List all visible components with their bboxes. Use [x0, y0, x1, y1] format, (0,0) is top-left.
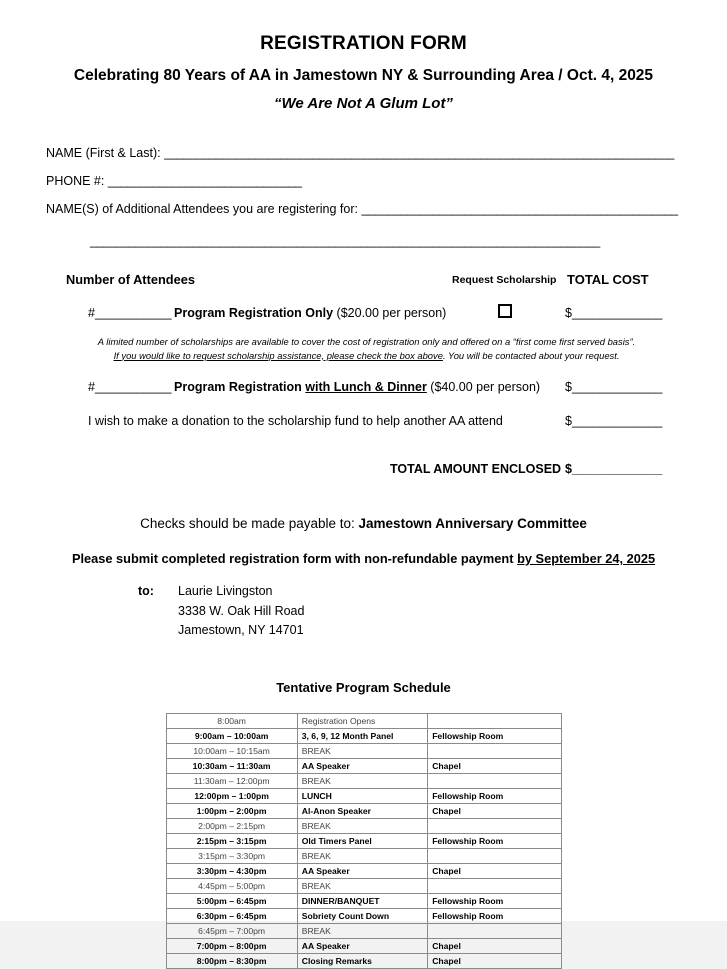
payable-line: [0, 516, 727, 531]
attendees-header: Number of Attendees: [66, 272, 195, 287]
schedule-time-cell: 1:00pm – 2:00pm: [166, 804, 297, 819]
schedule-event-cell: BREAK: [297, 879, 427, 894]
additional-attendees-label: NAME(S) of Additional Attendees you are registering for:: [46, 202, 358, 216]
additional-attendees-rule-2[interactable]: _______________________________________________________________________________: [90, 234, 600, 248]
schedule-time-cell: 5:00pm – 6:45pm: [166, 894, 297, 909]
mailing-address-lines: [138, 582, 727, 640]
schedule-row: [166, 849, 561, 864]
registration-only-amount[interactable]: $_____________: [565, 306, 663, 320]
schedule-room-cell: Fellowship Room: [428, 729, 561, 744]
payable-payee: Jamestown Anniversary Committee: [358, 516, 587, 532]
schedule-row: [166, 774, 561, 789]
schedule-room-cell: Fellowship Room: [428, 834, 561, 849]
schedule-row: [166, 729, 561, 744]
request-scholarship-checkbox[interactable]: [498, 304, 512, 318]
schedule-row: [166, 714, 561, 729]
scholarship-fineprint-line1: A limited number of scholarships are available to cover the cost of registration only and offered on a “first come first served basis”.: [97, 336, 636, 347]
schedule-row: [166, 924, 561, 939]
additional-attendees-row: [46, 202, 681, 216]
mailing-address-street: 3338 W. Oak Hill Road: [178, 603, 305, 618]
schedule-event-cell: DINNER/BANQUET: [297, 894, 427, 909]
schedule-time-cell: 10:30am – 11:30am: [166, 759, 297, 774]
registration-only-quantity[interactable]: #___________: [88, 306, 172, 320]
schedule-time-cell: 12:00pm – 1:00pm: [166, 789, 297, 804]
schedule-event-cell: Al-Anon Speaker: [297, 804, 427, 819]
lunch-dinner-amount[interactable]: $_____________: [565, 380, 663, 395]
cost-section: [0, 272, 727, 484]
schedule-time-cell: 8:00am: [166, 714, 297, 729]
schedule-row: [166, 804, 561, 819]
mailing-address-block: [0, 582, 727, 640]
schedule-room-cell: Chapel: [428, 759, 561, 774]
page-tagline: “We Are Not A Glum Lot”: [274, 95, 453, 112]
page-title: REGISTRATION FORM: [260, 33, 467, 54]
schedule-time-cell: 10:00am – 10:15am: [166, 744, 297, 759]
schedule-time-cell: 6:30pm – 6:45pm: [166, 909, 297, 924]
schedule-room-cell: [428, 924, 561, 939]
lunch-dinner-title-pre: Program Registration: [174, 380, 306, 395]
schedule-row: [166, 744, 561, 759]
payable-prefix: Checks should be made payable to:: [140, 516, 359, 532]
scholarship-header: Request Scholarship: [452, 274, 557, 286]
scholarship-fineprint-underlined: If you would like to request scholarship assistance, please check the box above: [113, 349, 443, 361]
line-item-donation: [46, 412, 681, 434]
schedule-row: [166, 819, 561, 834]
name-input-rule[interactable]: _______________________________________________________________________________: [164, 146, 674, 160]
schedule-time-cell: 3:15pm – 3:30pm: [166, 849, 297, 864]
mailing-to-label: to:: [138, 584, 154, 599]
schedule-title: Tentative Program Schedule: [276, 680, 451, 696]
schedule-row: [166, 954, 561, 969]
schedule-time-cell: 7:00pm – 8:00pm: [166, 939, 297, 954]
schedule-event-cell: Sobriety Count Down: [297, 909, 427, 924]
schedule-time-cell: 9:00am – 10:00am: [166, 729, 297, 744]
form-fields: [0, 146, 727, 248]
schedule-row: [166, 879, 561, 894]
schedule-event-cell: Registration Opens: [297, 714, 427, 729]
phone-field-label: PHONE #:: [46, 174, 105, 188]
schedule-table-wrap: [166, 713, 562, 969]
schedule-event-cell: BREAK: [297, 774, 427, 789]
schedule-row: [166, 759, 561, 774]
schedule-room-cell: Chapel: [428, 939, 561, 954]
schedule-table: [166, 713, 562, 969]
cost-section-headers: [46, 272, 681, 292]
schedule-event-cell: BREAK: [297, 924, 427, 939]
schedule-room-cell: Fellowship Room: [428, 789, 561, 804]
line-item-registration-only: [46, 304, 681, 326]
schedule-row: [166, 894, 561, 909]
schedule-room-cell: [428, 714, 561, 729]
schedule-room-cell: Chapel: [428, 804, 561, 819]
line-item-registration-lunch-dinner: [46, 378, 681, 400]
donation-description: I wish to make a donation to the scholarship fund to help another AA attend: [88, 414, 503, 429]
phone-field-row: [46, 174, 681, 188]
schedule-room-cell: Chapel: [428, 954, 561, 969]
schedule-row: [166, 834, 561, 849]
schedule-room-cell: [428, 819, 561, 834]
schedule-time-cell: 4:45pm – 5:00pm: [166, 879, 297, 894]
schedule-event-cell: AA Speaker: [297, 939, 427, 954]
scholarship-fineprint-line2-rest: . You will be contacted about your request.: [442, 349, 620, 361]
schedule-room-cell: [428, 849, 561, 864]
schedule-event-cell: AA Speaker: [297, 759, 427, 774]
lunch-dinner-title-underlined: with Lunch & Dinner: [305, 380, 427, 395]
total-enclosed-label: TOTAL AMOUNT ENCLOSED: [390, 462, 562, 477]
schedule-event-cell: BREAK: [297, 849, 427, 864]
name-field-label: NAME (First & Last):: [46, 146, 161, 160]
schedule-room-cell: Fellowship Room: [428, 909, 561, 924]
page-subtitle: Celebrating 80 Years of AA in Jamestown NY & Surrounding Area / Oct. 4, 2025: [73, 67, 654, 84]
mailing-address-name: Laurie Livingston: [178, 584, 273, 599]
schedule-room-cell: [428, 879, 561, 894]
schedule-event-cell: BREAK: [297, 819, 427, 834]
schedule-time-cell: 2:15pm – 3:15pm: [166, 834, 297, 849]
registration-only-description: [174, 306, 446, 320]
additional-attendees-rule[interactable]: _________________________________________________: [361, 202, 678, 216]
total-enclosed-amount[interactable]: $_____________: [565, 462, 663, 477]
donation-amount[interactable]: $_____________: [565, 414, 663, 429]
lunch-dinner-quantity[interactable]: #___________: [88, 380, 172, 395]
mailing-address-city: Jamestown, NY 14701: [178, 623, 304, 637]
schedule-time-cell: 6:45pm – 7:00pm: [166, 924, 297, 939]
schedule-row: [166, 939, 561, 954]
submit-prefix: Please submit completed registration form with non-refundable payment: [71, 551, 518, 567]
name-field-row: [46, 146, 681, 160]
schedule-event-cell: Closing Remarks: [297, 954, 427, 969]
submit-deadline-line: [0, 551, 727, 566]
schedule-event-cell: BREAK: [297, 744, 427, 759]
registration-only-price: ($20.00 per person): [336, 306, 447, 320]
schedule-event-cell: 3, 6, 9, 12 Month Panel: [297, 729, 427, 744]
additional-attendees-row-2: [46, 234, 681, 248]
registration-only-title: Program Registration Only: [174, 306, 334, 320]
schedule-time-cell: 11:30am – 12:00pm: [166, 774, 297, 789]
schedule-time-cell: 2:00pm – 2:15pm: [166, 819, 297, 834]
schedule-time-cell: 3:30pm – 4:30pm: [166, 864, 297, 879]
schedule-room-cell: [428, 744, 561, 759]
phone-input-rule[interactable]: ______________________________: [107, 174, 302, 188]
total-cost-header: TOTAL COST: [567, 272, 649, 287]
schedule-time-cell: 8:00pm – 8:30pm: [166, 954, 297, 969]
schedule-room-cell: [428, 774, 561, 789]
schedule-row: [166, 864, 561, 879]
schedule-event-cell: LUNCH: [297, 789, 427, 804]
schedule-event-cell: Old Timers Panel: [297, 834, 427, 849]
lunch-dinner-price: ($40.00 per person): [426, 380, 541, 395]
lunch-dinner-description: [174, 380, 540, 394]
total-enclosed-row: [46, 462, 681, 484]
scholarship-fineprint: [74, 335, 659, 362]
schedule-row: [166, 909, 561, 924]
schedule-room-cell: Fellowship Room: [428, 894, 561, 909]
schedule-event-cell: AA Speaker: [297, 864, 427, 879]
schedule-table-body: [166, 714, 561, 969]
submit-deadline: by September 24, 2025: [517, 551, 656, 567]
schedule-row: [166, 789, 561, 804]
schedule-room-cell: Chapel: [428, 864, 561, 879]
